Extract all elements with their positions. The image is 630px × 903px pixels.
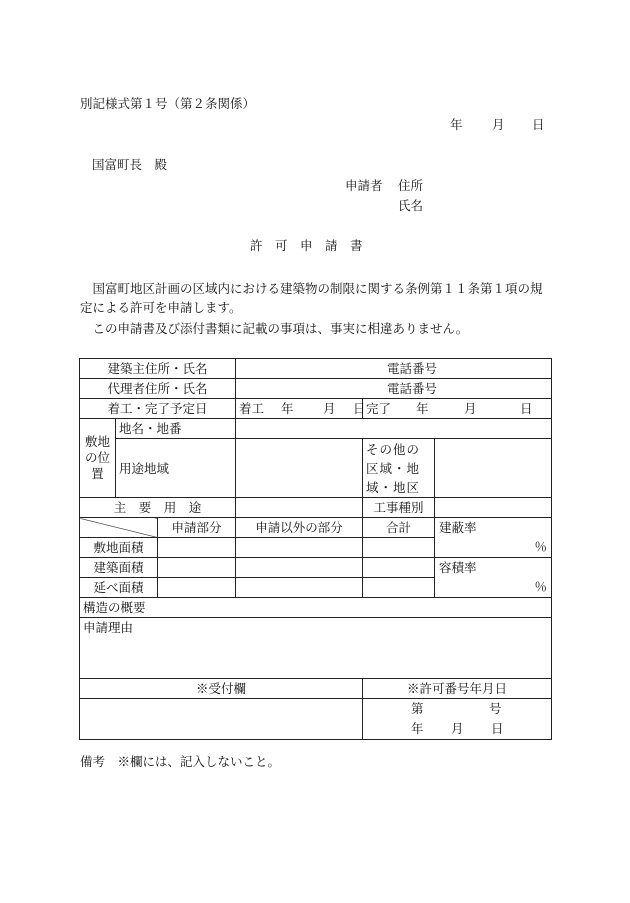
applicant-label: 申請者 bbox=[345, 178, 383, 193]
application-form-table bbox=[79, 358, 552, 740]
agent-label: 代理者住所・氏名 bbox=[80, 379, 236, 399]
building-area-applied[interactable] bbox=[158, 558, 236, 578]
start-label: 着工 bbox=[239, 401, 265, 416]
lot-label: 地名・地番 bbox=[116, 419, 236, 439]
diagonal-header-cell bbox=[80, 518, 158, 538]
owner-label: 建築主住所・氏名 bbox=[80, 359, 236, 379]
site-area-label: 敷地面積 bbox=[80, 538, 158, 558]
finish-label: 完了 bbox=[366, 401, 392, 416]
building-area-other[interactable] bbox=[236, 558, 363, 578]
work-type-label: 工事種別 bbox=[363, 498, 435, 518]
site-location-label: 敷地の位置 bbox=[80, 419, 116, 498]
table-row bbox=[80, 419, 552, 439]
permit-day: 日 bbox=[491, 721, 504, 736]
reason-field[interactable]: 申請理由 bbox=[80, 618, 552, 679]
table-row bbox=[80, 679, 552, 699]
agent-phone-label: 電話番号 bbox=[236, 379, 552, 399]
coverage-cell[interactable] bbox=[435, 518, 552, 558]
far-percent: ％ bbox=[534, 579, 548, 594]
main-use-value[interactable] bbox=[236, 498, 363, 518]
permit-month: 月 bbox=[451, 721, 464, 736]
floor-area-other[interactable] bbox=[236, 578, 363, 598]
date-year-label: 年 bbox=[450, 117, 463, 132]
main-use-label: 主 要 用 途 bbox=[80, 498, 236, 518]
permit-year: 年 bbox=[411, 721, 424, 736]
owner-phone-label: 電話番号 bbox=[236, 359, 552, 379]
col-other-header: 申請以外の部分 bbox=[236, 518, 363, 538]
date-day-label: 日 bbox=[532, 117, 545, 132]
table-row bbox=[80, 379, 552, 399]
document-title: 許 可 申 請 書 bbox=[250, 238, 363, 253]
permit-field bbox=[363, 699, 552, 740]
table-row bbox=[80, 699, 552, 740]
other-zone-label: その他の区域・地域・地区 bbox=[363, 439, 435, 498]
permit-dai: 第 bbox=[411, 701, 424, 716]
site-area-other[interactable] bbox=[236, 538, 363, 558]
far-label: 容積率 bbox=[439, 560, 477, 575]
reception-field bbox=[80, 699, 363, 740]
table-row bbox=[80, 598, 552, 618]
table-row bbox=[80, 498, 552, 518]
coverage-percent: ％ bbox=[534, 539, 548, 554]
finish-date-field[interactable] bbox=[363, 399, 552, 419]
table-row bbox=[80, 558, 552, 578]
col-applied-header: 申請部分 bbox=[158, 518, 236, 538]
floor-area-applied[interactable] bbox=[158, 578, 236, 598]
structure-label[interactable]: 構造の概要 bbox=[80, 598, 552, 618]
date-month-label: 月 bbox=[492, 117, 505, 132]
site-area-total[interactable] bbox=[363, 538, 435, 558]
body-paragraph-1: 国富町地区計画の区域内における建築物の制限に関する条例第１１条第１項の規定による許可を申請します。 bbox=[80, 281, 543, 315]
form-number: 別記様式第１号（第２条関係） bbox=[80, 96, 256, 111]
start-year: 年 bbox=[281, 401, 294, 416]
name-label: 氏名 bbox=[398, 198, 424, 213]
finish-year: 年 bbox=[416, 401, 429, 416]
site-area-applied[interactable] bbox=[158, 538, 236, 558]
permit-label: ※許可番号年月日 bbox=[363, 679, 552, 699]
schedule-label: 着工・完了予定日 bbox=[80, 399, 236, 419]
finish-month: 月 bbox=[464, 401, 477, 416]
start-month: 月 bbox=[323, 401, 336, 416]
zone-label: 用途地域 bbox=[116, 439, 236, 498]
table-row bbox=[80, 359, 552, 379]
start-day: 日 bbox=[353, 401, 366, 416]
finish-day: 日 bbox=[520, 401, 533, 416]
building-area-label: 建築面積 bbox=[80, 558, 158, 578]
body-paragraph-2: この申請書及び添付書類に記載の事項は、事実に相違ありません。 bbox=[92, 321, 469, 336]
table-row bbox=[80, 439, 552, 498]
lot-value[interactable] bbox=[236, 419, 552, 439]
permit-gou: 号 bbox=[489, 701, 502, 716]
zone-value[interactable] bbox=[236, 439, 363, 498]
start-date-field[interactable] bbox=[236, 399, 366, 419]
addressee: 国富町長 殿 bbox=[92, 157, 168, 172]
far-cell[interactable] bbox=[435, 558, 552, 598]
col-total-header: 合計 bbox=[363, 518, 435, 538]
table-row bbox=[80, 518, 552, 538]
building-area-total[interactable] bbox=[363, 558, 435, 578]
floor-area-total[interactable] bbox=[363, 578, 435, 598]
floor-area-label: 延べ面積 bbox=[80, 578, 158, 598]
reception-label: ※受付欄 bbox=[80, 679, 363, 699]
other-zone-value[interactable] bbox=[435, 439, 552, 498]
table-row bbox=[80, 399, 552, 419]
address-label: 住所 bbox=[398, 178, 424, 193]
work-type-value[interactable] bbox=[435, 498, 552, 518]
table-row bbox=[80, 618, 552, 679]
coverage-label: 建蔽率 bbox=[439, 520, 477, 535]
footer-note: 備考 ※欄には、記入しないこと。 bbox=[80, 754, 281, 769]
